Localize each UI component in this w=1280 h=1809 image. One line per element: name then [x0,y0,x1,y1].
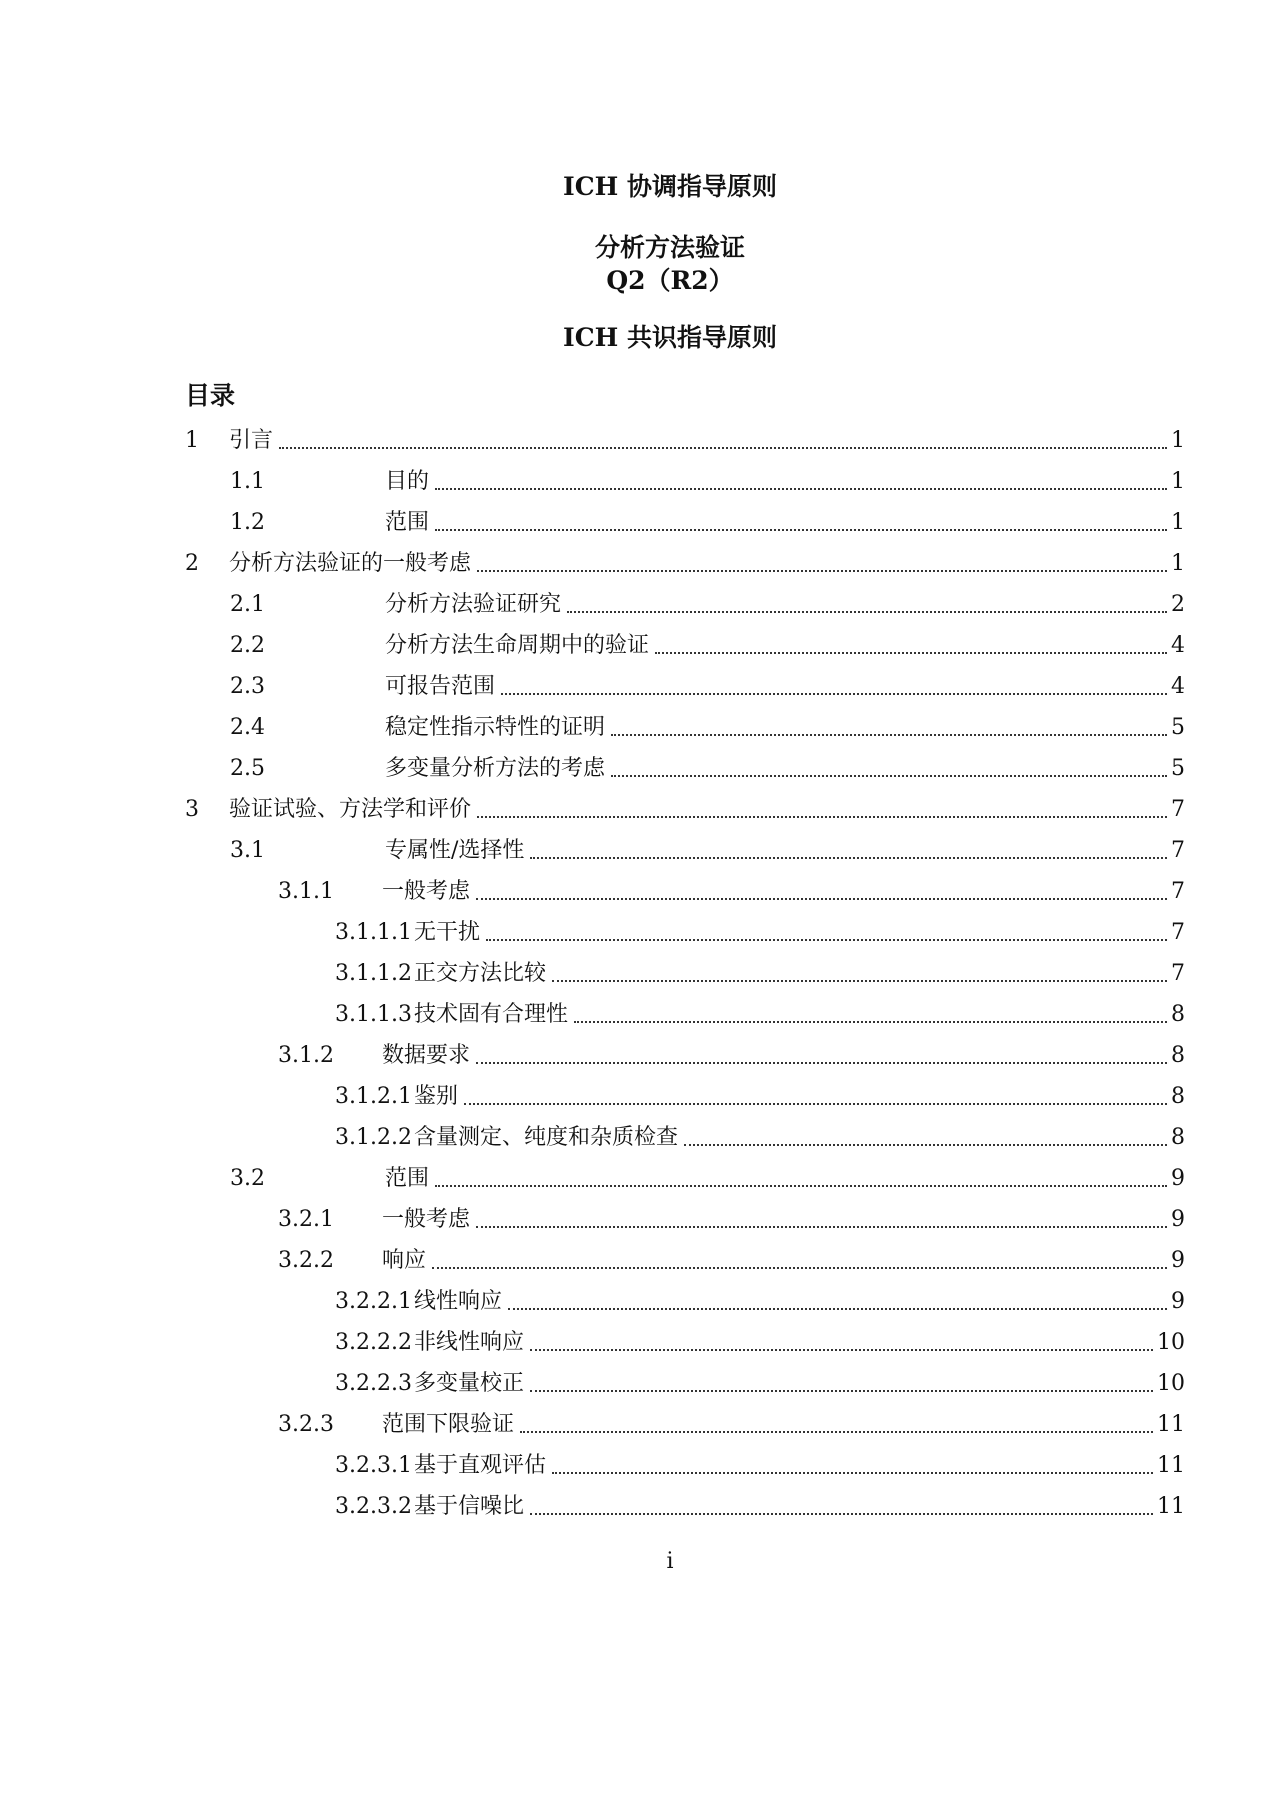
toc-entry-number: 1.2 [230,510,265,535]
toc-entry-number: 2.2 [230,633,265,658]
toc-dot-leader [574,999,1167,1023]
toc-entry[interactable] [185,994,1185,1035]
toc-entry-page: 8 [1171,1002,1185,1027]
toc-entry-title: 一般考虑 [382,879,471,904]
toc-entry-title: 分析方法验证研究 [385,592,562,617]
toc-entry[interactable] [185,420,1185,461]
toc-entry-title: 基于直观评估 [413,1453,546,1478]
toc-entry-page: 8 [1171,1084,1185,1109]
toc-dot-leader [476,876,1167,900]
toc-entry[interactable] [185,1363,1185,1404]
toc-dot-leader [567,589,1167,613]
toc-entry[interactable] [185,707,1185,748]
document-title-main: 分析方法验证 [594,233,745,262]
toc-entry-number: 3.2.2.1 [335,1289,412,1314]
toc-entry-number: 2.3 [230,674,265,699]
toc-entry-number: 3.2.2.2 [335,1330,412,1355]
toc-dot-leader [477,794,1167,818]
toc-entry-title: 线性响应 [413,1289,502,1314]
toc-dot-leader [435,466,1167,490]
toc-entry[interactable] [185,912,1185,953]
toc-entry-title: 引言 [229,428,274,453]
toc-dot-leader [552,958,1167,982]
toc-entry-number: 2 [185,551,199,576]
toc-entry[interactable] [185,625,1185,666]
toc-entry-page: 5 [1171,715,1185,740]
toc-entry-page: 1 [1171,551,1185,576]
toc-entry-title: 一般考虑 [382,1207,471,1232]
toc-entry[interactable] [185,1404,1185,1445]
toc-dot-leader [520,1409,1153,1433]
toc-entry-number: 1 [185,428,199,453]
toc-entry-page: 7 [1171,879,1185,904]
page-number: i [666,1549,674,1574]
toc-entry-title: 分析方法生命周期中的验证 [385,633,650,658]
toc-entry-page: 5 [1171,756,1185,781]
toc-entry-number: 3.2.2.3 [335,1371,412,1396]
toc-entry[interactable] [185,1445,1185,1486]
toc-entry-title: 范围 [385,1166,430,1191]
toc-entry-page: 9 [1171,1248,1185,1273]
toc-entry[interactable] [185,1158,1185,1199]
toc-entry-number: 2.1 [230,592,265,617]
toc-dot-leader [655,630,1167,654]
toc-entry-page: 1 [1171,469,1185,494]
toc-dot-leader [530,835,1167,859]
toc-dot-leader [464,1081,1167,1105]
toc-entry[interactable] [185,789,1185,830]
toc-entry[interactable] [185,748,1185,789]
toc-entry-page: 11 [1157,1412,1185,1437]
toc-dot-leader [530,1327,1153,1351]
toc-dot-leader [501,671,1167,695]
toc-entry-title: 技术固有合理性 [413,1002,568,1027]
toc-dot-leader [552,1450,1153,1474]
toc-dot-leader [486,917,1167,941]
toc-entry[interactable] [185,1076,1185,1117]
toc-dot-leader [279,425,1167,449]
toc-entry-number: 3.1.2.1 [335,1084,412,1109]
toc-entry-number: 3.2.3.1 [335,1453,412,1478]
toc-entry[interactable] [185,584,1185,625]
toc-entry-page: 4 [1171,633,1185,658]
toc-entry-number: 3.1.2.2 [335,1125,412,1150]
toc-entry-page: 8 [1171,1043,1185,1068]
toc-entry-number: 3.2.3 [278,1412,334,1437]
toc-entry-number: 3.1.1.2 [335,961,412,986]
toc-entry-page: 10 [1157,1371,1185,1396]
toc-entry-title: 数据要求 [382,1043,471,1068]
document-code: Q2（R2） [606,266,734,295]
document-subtitle: ICH 共识指导原则 [563,323,777,352]
toc-dot-leader [530,1368,1153,1392]
toc-entry-title: 响应 [382,1248,427,1273]
toc-entry-title: 范围 [385,510,430,535]
toc-entry-number: 3.2.2 [278,1248,334,1273]
toc-entry-page: 7 [1171,961,1185,986]
toc-entry[interactable] [185,1486,1185,1527]
toc-entry-number: 3.1.1.1 [335,920,412,945]
toc-entry-title: 验证试验、方法学和评价 [229,797,472,822]
toc-entry-number: 3.1.1 [278,879,334,904]
toc-dot-leader [476,1040,1167,1064]
toc-entry-page: 4 [1171,674,1185,699]
toc-entry-title: 非线性响应 [413,1330,524,1355]
toc-entry-title: 分析方法验证的一般考虑 [229,551,472,576]
toc-entry[interactable] [185,1199,1185,1240]
toc-entry[interactable] [185,1281,1185,1322]
toc-entry[interactable] [185,1240,1185,1281]
toc-dot-leader [435,507,1167,531]
toc-entry-page: 7 [1171,797,1185,822]
toc-entry[interactable] [185,461,1185,502]
toc-entry-page: 1 [1171,510,1185,535]
toc-entry-page: 9 [1171,1289,1185,1314]
toc-entry-title: 专属性/选择性 [385,838,525,863]
toc-dot-leader [508,1286,1167,1310]
toc-entry-title: 可报告范围 [385,674,496,699]
toc-entry[interactable] [185,543,1185,584]
toc-entry-title: 多变量分析方法的考虑 [385,756,606,781]
toc-entry-number: 3 [185,797,199,822]
toc-entry-page: 7 [1171,920,1185,945]
toc-entry[interactable] [185,1117,1185,1158]
toc-entry-title: 无干扰 [413,920,480,945]
toc-entry-page: 9 [1171,1207,1185,1232]
toc-entry-title: 目的 [385,469,430,494]
toc-entry-page: 7 [1171,838,1185,863]
toc-heading: 目录 [185,381,236,410]
toc-entry-page: 10 [1157,1330,1185,1355]
toc-entry[interactable] [185,502,1185,543]
toc-entry[interactable] [185,1322,1185,1363]
toc-entry[interactable] [185,830,1185,871]
toc-entry-number: 1.1 [230,469,265,494]
toc-dot-leader [611,712,1167,736]
document-title-ich: ICH 协调指导原则 [563,172,777,201]
toc-entry-number: 2.4 [230,715,265,740]
toc-dot-leader [432,1245,1167,1269]
toc-entry-page: 8 [1171,1125,1185,1150]
toc-entry[interactable] [185,666,1185,707]
toc-entry[interactable] [185,1035,1185,1076]
toc-entry[interactable] [185,953,1185,994]
table-of-contents [185,420,1185,1527]
toc-dot-leader [435,1163,1167,1187]
toc-dot-leader [530,1491,1153,1515]
toc-entry-page: 11 [1157,1453,1185,1478]
toc-entry-title: 含量测定、纯度和杂质检查 [413,1125,678,1150]
toc-dot-leader [684,1122,1167,1146]
toc-entry-page: 11 [1157,1494,1185,1519]
toc-entry-number: 3.1.2 [278,1043,334,1068]
toc-entry-title: 稳定性指示特性的证明 [385,715,606,740]
toc-entry-number: 3.2.1 [278,1207,334,1232]
toc-entry-number: 3.2.3.2 [335,1494,412,1519]
toc-entry-title: 基于信噪比 [413,1494,524,1519]
toc-entry-number: 2.5 [230,756,265,781]
toc-entry-title: 鉴别 [413,1084,458,1109]
toc-dot-leader [476,1204,1167,1228]
toc-entry-page: 1 [1171,428,1185,453]
toc-entry-number: 3.1.1.3 [335,1002,412,1027]
toc-entry-page: 9 [1171,1166,1185,1191]
toc-dot-leader [611,753,1167,777]
toc-entry-title: 范围下限验证 [382,1412,515,1437]
toc-entry-number: 3.1 [230,838,265,863]
toc-entry-number: 3.2 [230,1166,265,1191]
toc-entry-title: 多变量校正 [413,1371,524,1396]
toc-entry-page: 2 [1171,592,1185,617]
toc-entry-title: 正交方法比较 [413,961,546,986]
toc-entry[interactable] [185,871,1185,912]
toc-dot-leader [477,548,1167,572]
